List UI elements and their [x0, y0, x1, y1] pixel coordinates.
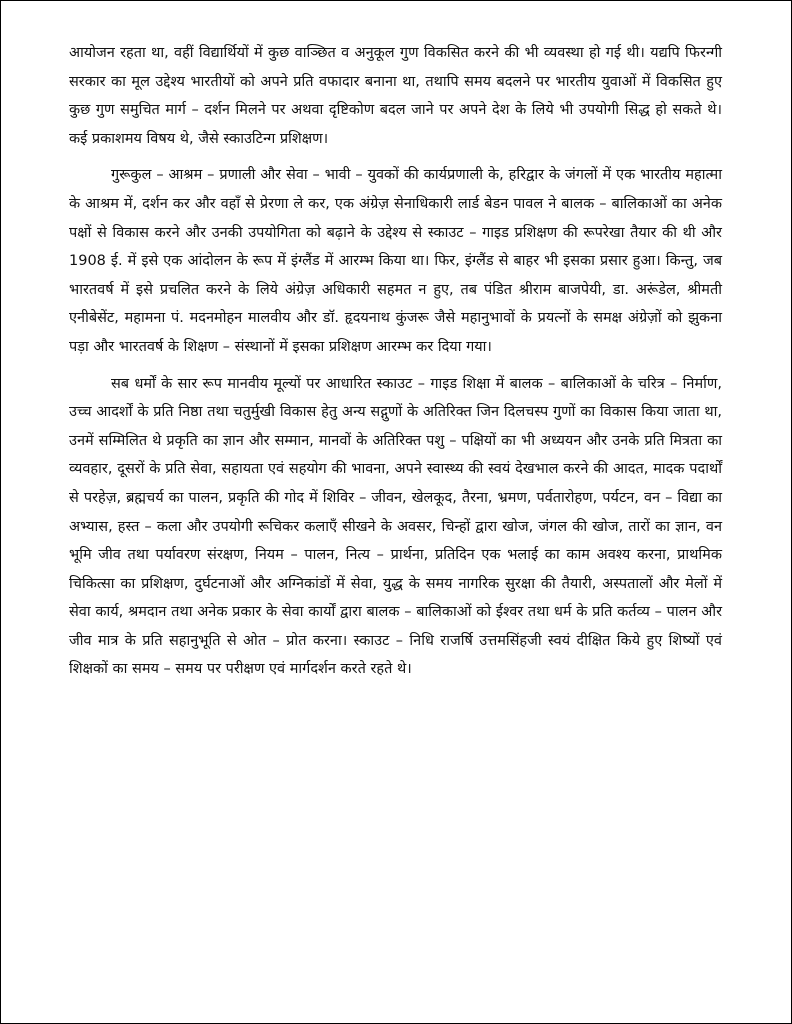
paragraph-3: सब धर्मों के सार रूप मानवीय मूल्यों पर आधारित स्काउट – गाइड शिक्षा में बालक – बालिकाओं के चरित्र – निर्माण, उच्च आदर्शों के प्रति निष्ठा तथा चतुर्मुखी विकास हेतु अन्य सद्गुणों के अतिरिक्त जिन दिलचस्प गुणों का विकास किया जाता था, उनमें सम्मिलित थे प्रकृति का ज्ञान और सम्मान, मानवों के अतिरिक्त पशु – पक्षियों का भी अध्ययन और उनके प्रति मित्रता का व्यवहार, दूसरों के प्रति सेवा, सहायता एवं सहयोग की भावना, अपने स्वास्थ्य की स्वयं देखभाल करने की आदत, मादक पदार्थों से परहेज़, ब्रह्मचर्य का पालन, प्रकृति की गोद में शिविर – जीवन, खेलकूद, तैरना, भ्रमण, पर्वतारोहण, पर्यटन, वन – विद्या का अभ्यास, हस्त – कला और उपयोगी रूचिकर कलाएँ सीखने के अवसर, चिन्हों द्वारा खोज, जंगल की खोज, तारों का ज्ञान, वन भूमि जीव तथा पर्यावरण संरक्षण, नियम – पालन, नित्य – प्रार्थना, प्रतिदिन एक भलाई का काम अवश्य करना, प्राथमिक चिकित्सा का प्रशिक्षण, दुर्घटनाओं और अग्निकांडों में सेवा, युद्ध के समय नागरिक सुरक्षा की तैयारी, अस्पतालों और मेलों में सेवा कार्य, श्रमदान तथा अनेक प्रकार के सेवा कार्यों द्वारा बालक – बालिकाओं को ईश्वर तथा धर्म के प्रति कर्तव्य – पालन और जीव मात्र के प्रति सहानुभूति से ओत – प्रोत करना। स्काउट – निधि राजर्षि उत्तमसिंहजी स्वयं दीक्षित किये हुए शिष्यों एवं शिक्षकों का समय – समय पर परीक्षण एवं मार्गदर्शन करते रहते थे। [69, 375, 722, 678]
document-body [69, 39, 722, 684]
paragraph-2: गुरूकुल – आश्रम – प्रणाली और सेवा – भावी – युवकों की कार्यप्रणाली के, हरिद्वार के जंगलों में एक भारतीय महात्मा के आश्रम में, दर्शन कर और वहाँ से प्रेरणा ले कर, एक अंग्रेज़ सेनाधिकारी लार्ड बेडन पावल ने बालक – बालिकाओं का अनेक पक्षों से विकास करने और उनकी उपयोगिता को बढ़ाने के उद्देश्य से स्काउट – गाइड प्रशिक्षण की रूपरेखा तैयार की थी और 1908 ई. में इसे एक आंदोलन के रूप में इंग्लैंड में आरम्भ किया था। फिर, इंग्लैंड से बाहर भी इसका प्रसार हुआ। किन्तु, जब भारतवर्ष में इसे प्रचलित करने के लिये अंग्रेज़ अधिकारी सहमत न हुए, तब पंडित श्रीराम बाजपेयी, डा. अरूंडेल, श्रीमती एनीबेसेंट, महामना पं. मदनमोहन मालवीय और डॉ. हृदयनाथ कुंजरू जैसे महानुभावों के प्रयत्नों के समक्ष अंग्रेज़ों को झुकना पड़ा और भारतवर्ष के शिक्षण – संस्थानों में इसका प्रशिक्षण आरम्भ कर दिया गया। [69, 167, 722, 355]
paragraph-1: आयोजन रहता था, वहीं विद्यार्थियों में कुछ वाञ्छित व अनुकूल गुण विकसित करने की भी व्यवस्था हो गई थी। यद्यपि फिरन्गी सरकार का मूल उद्देश्य भारतीयों को अपने प्रति वफादार बनाना था, तथापि समय बदलने पर भारतीय युवाओं में विकसित हुए कुछ गुण समुचित मार्ग – दर्शन मिलने पर अथवा दृष्टिकोण बदल जाने पर अपने देश के लिये भी उपयोगी सिद्ध हो सकते थे। कई प्रकाशमय विषय थे, जैसे स्काउटिन्ग प्रशिक्षण। [69, 45, 722, 147]
